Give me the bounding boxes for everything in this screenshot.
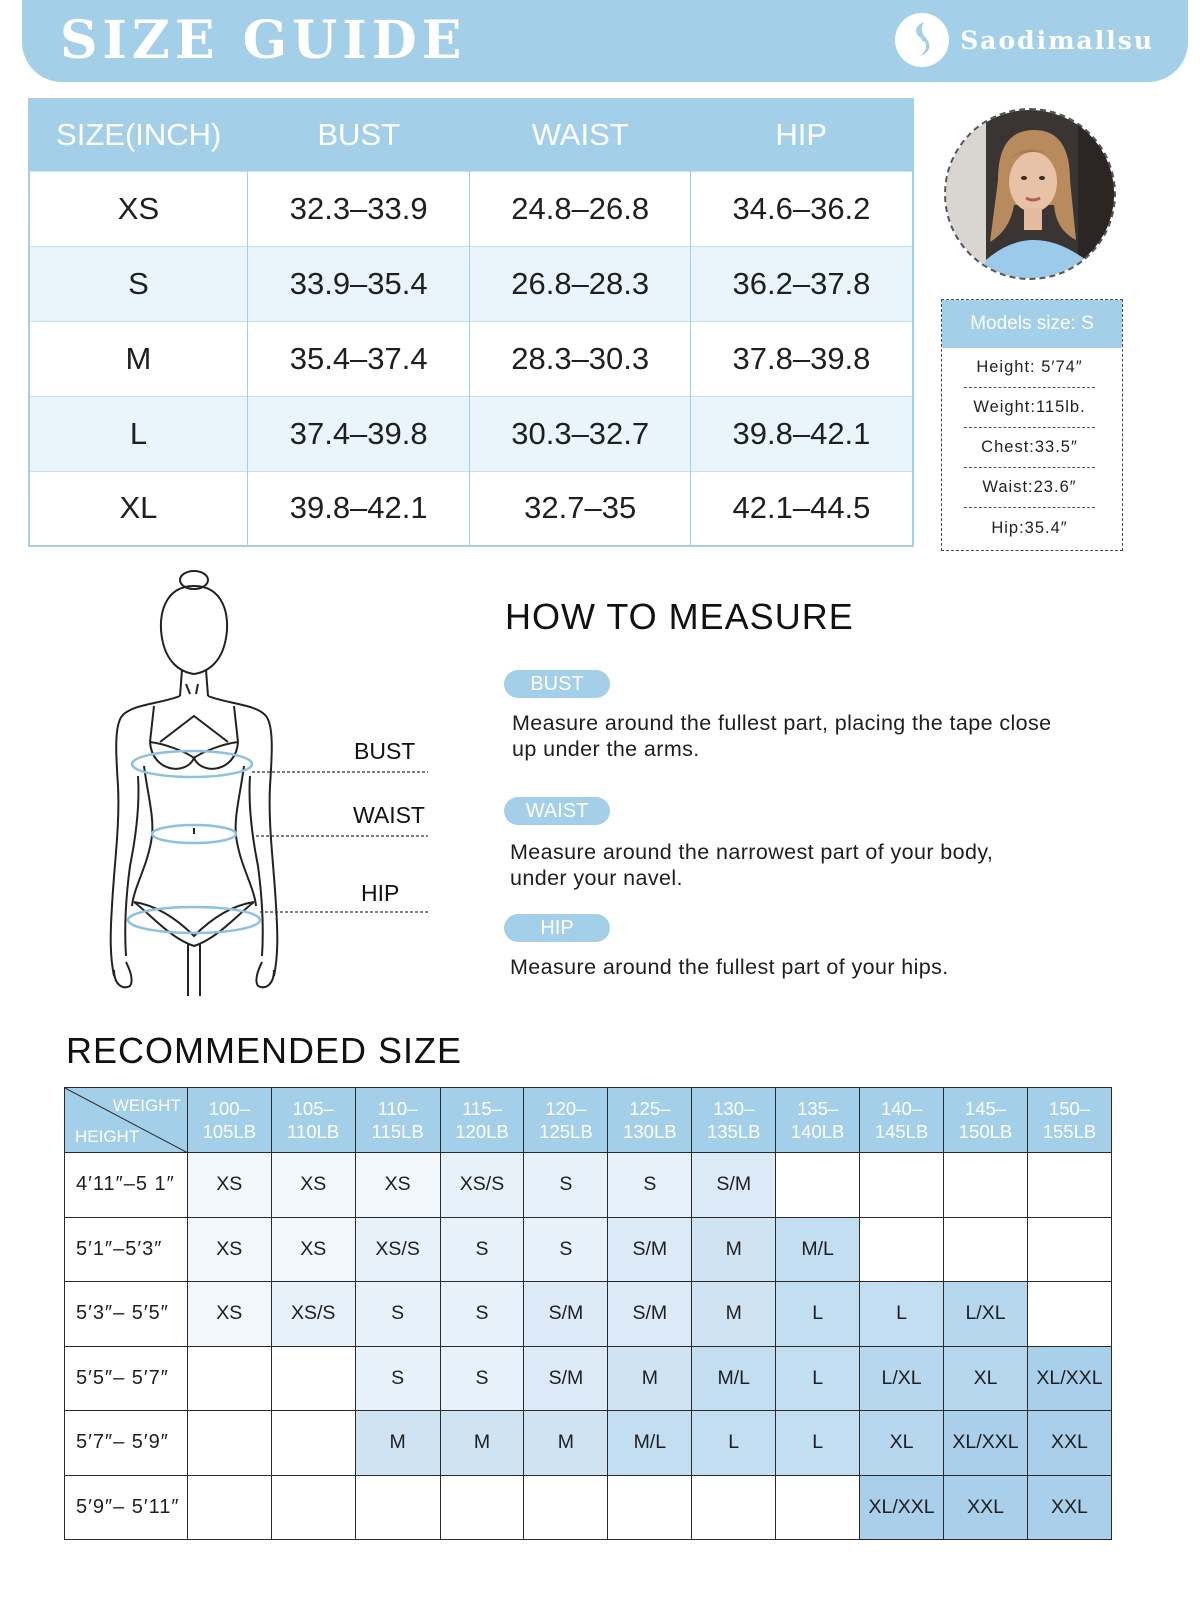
recommended-size-cell [271,1475,355,1540]
recommended-size-cell: XL/XXL [860,1475,944,1540]
waist-cell: 24.8–26.8 [470,171,690,246]
recommended-size-cell [271,1346,355,1411]
recommended-size-cell: S [440,1282,524,1347]
weight-range-start: 120– [545,1098,587,1119]
recommended-size-cell: L/XL [860,1346,944,1411]
weight-column-header [355,1088,440,1153]
table-row [29,171,913,246]
weight-range-start: 130– [713,1098,755,1119]
figure-label-waist: WAIST [353,802,425,828]
height-range-cell: 5′5″– 5′7″ [65,1346,188,1411]
recommended-size-cell: S [440,1217,524,1282]
recommended-size-cell: XXL [1027,1475,1111,1540]
bust-description-line: up under the arms. [512,737,700,761]
column-header-waist: WAIST [470,99,690,171]
weight-range-start: 115– [462,1098,502,1119]
recommended-size-cell: S [355,1282,440,1347]
recommended-size-cell: M [692,1282,776,1347]
recommended-size-cell: XL/XXL [1027,1346,1111,1411]
weight-range-end: 150LB [958,1121,1013,1142]
recommended-size-cell: S [524,1153,608,1218]
recommended-size-cell: XS [187,1217,271,1282]
recommended-size-cell [1027,1282,1111,1347]
weight-column-header [776,1088,860,1153]
size-cell: XL [29,471,247,546]
weight-range-start: 100– [208,1098,250,1119]
size-table-header-row [29,99,913,171]
model-height: Height: 5′74″ [964,348,1095,388]
bust-cell: 35.4–37.4 [247,321,470,396]
recommended-size-cell [355,1475,440,1540]
recommended-size-cell: S [608,1153,692,1218]
recommended-size-cell: L [776,1282,860,1347]
recommended-size-cell: M/L [692,1346,776,1411]
weight-range-end: 130LB [623,1121,677,1142]
recommended-size-cell: XS [355,1153,440,1218]
corner-height-label: HEIGHT [75,1127,140,1146]
model-chest: Chest:33.5″ [964,428,1095,468]
table-row [65,1282,1112,1347]
recommended-size-cell: XS/S [355,1217,440,1282]
recommended-size-cell [440,1475,524,1540]
weight-range-end: 155LB [1042,1121,1097,1142]
corner-weight-label: WEIGHT [112,1096,181,1115]
hip-description [510,954,949,980]
model-size-title: Models size: S [942,300,1122,348]
table-row [29,246,913,321]
recommended-size-cell: XL [944,1346,1028,1411]
height-range-cell: 5′7″– 5′9″ [65,1411,188,1476]
table-row [29,321,913,396]
brand-name: Saodimallsu [960,25,1154,55]
recommended-size-cell: XS [187,1282,271,1347]
recommended-size-cell [944,1217,1028,1282]
recommended-size-cell [187,1475,271,1540]
weight-range-start: 105– [292,1098,334,1119]
hip-description-line: Measure around the fullest part of your hips. [510,955,949,979]
recommended-size-cell [524,1475,608,1540]
table-row [65,1411,1112,1476]
weight-column-header [944,1088,1028,1153]
waist-description [510,839,993,891]
header-banner [22,0,1188,82]
recommended-size-cell: XXL [1027,1411,1111,1476]
recommended-size-cell: S [440,1346,524,1411]
size-chart-table [28,98,914,547]
bust-cell: 33.9–35.4 [247,246,470,321]
recommended-size-cell [187,1411,271,1476]
recommended-size-cell [187,1346,271,1411]
size-cell: L [29,396,247,471]
recommended-size-cell [944,1153,1028,1218]
model-size-card [941,299,1123,551]
size-cell: S [29,246,247,321]
height-range-cell: 4′11″–5 1″ [65,1153,188,1218]
weight-column-header [271,1088,355,1153]
recommended-size-cell: L [860,1282,944,1347]
model-waist: Waist:23.6″ [964,468,1095,508]
table-row [65,1475,1112,1540]
bust-description [512,710,1052,762]
recommended-size-cell: XS/S [440,1153,524,1218]
weight-column-header [440,1088,524,1153]
recommended-size-cell: XL/XXL [944,1411,1028,1476]
weight-range-start: 110– [377,1098,418,1119]
weight-range-end: 120LB [455,1121,509,1142]
waist-cell: 26.8–28.3 [470,246,690,321]
waist-cell: 30.3–32.7 [470,396,690,471]
model-weight: Weight:115lb. [964,388,1095,428]
weight-column-header [860,1088,944,1153]
table-row [65,1346,1112,1411]
how-to-measure-title: HOW TO MEASURE [505,596,854,637]
recommended-size-cell [608,1475,692,1540]
recommended-size-cell: XS/S [271,1282,355,1347]
recommended-header-row [65,1088,1112,1153]
height-range-cell: 5′1″–5′3″ [65,1217,188,1282]
brand-logo-icon [894,12,950,68]
brand [894,12,1154,68]
weight-range-end: 115LB [371,1121,424,1142]
weight-range-start: 150– [1048,1098,1091,1119]
waist-cell: 28.3–30.3 [470,321,690,396]
recommended-size-cell [776,1475,860,1540]
recommended-size-cell: S [355,1346,440,1411]
recommended-size-cell: XS [271,1153,355,1218]
recommended-size-cell [860,1153,944,1218]
recommended-size-cell: M [692,1217,776,1282]
hip-cell: 34.6–36.2 [690,171,913,246]
column-header-bust: BUST [247,99,470,171]
waist-description-line: under your navel. [510,866,683,890]
recommended-size-cell [860,1217,944,1282]
weight-range-end: 105LB [202,1121,257,1142]
recommended-size-title: RECOMMENDED SIZE [66,1030,463,1071]
height-range-cell: 5′9″– 5′11″ [65,1475,188,1540]
recommended-size-cell: L [692,1411,776,1476]
recommended-size-cell: L/XL [944,1282,1028,1347]
hip-cell: 42.1–44.5 [690,471,913,546]
weight-range-end: 140LB [790,1121,845,1142]
weight-column-header [608,1088,692,1153]
weight-column-header [524,1088,608,1153]
waist-pill-label: WAIST [504,797,610,825]
recommended-size-cell: XS [187,1153,271,1218]
recommended-size-cell: S/M [692,1153,776,1218]
recommended-size-cell [1027,1217,1111,1282]
waist-cell: 32.7–35 [470,471,690,546]
hip-pill-label: HIP [504,914,610,942]
model-hip: Hip:35.4″ [991,518,1068,537]
recommended-size-cell: M [524,1411,608,1476]
recommended-size-cell: S/M [608,1217,692,1282]
table-row [29,396,913,471]
weight-range-end: 135LB [706,1121,761,1142]
body-outline-illustration [100,566,440,998]
size-cell: XS [29,171,247,246]
hip-cell: 36.2–37.8 [690,246,913,321]
weight-column-header [692,1088,776,1153]
weight-range-start: 145– [964,1098,1007,1119]
weight-range-start: 125– [629,1098,671,1119]
recommended-size-cell: S/M [608,1282,692,1347]
figure-label-bust: BUST [354,738,416,764]
weight-range-start: 135– [797,1098,839,1119]
recommended-size-cell: L [776,1411,860,1476]
bust-cell: 32.3–33.9 [247,171,470,246]
recommended-size-cell: M/L [776,1217,860,1282]
table-row [29,471,913,546]
recommended-size-cell: S/M [524,1346,608,1411]
weight-column-header [1027,1088,1111,1153]
recommended-size-cell: M [608,1346,692,1411]
recommended-size-cell: S/M [524,1282,608,1347]
recommended-size-cell [271,1411,355,1476]
recommended-size-cell: XS [271,1217,355,1282]
waist-description-line: Measure around the narrowest part of your body, [510,840,994,864]
bust-cell: 37.4–39.8 [247,396,470,471]
recommended-size-table [64,1087,1112,1540]
size-cell: M [29,321,247,396]
recommended-size-cell: XL [860,1411,944,1476]
hip-cell: 37.8–39.8 [690,321,913,396]
model-portrait-image [946,110,1116,280]
recommended-size-cell: S [524,1217,608,1282]
column-header-hip: HIP [690,99,913,171]
page-title: SIZE GUIDE [60,10,467,71]
recommended-size-cell [692,1475,776,1540]
weight-range-end: 145LB [874,1121,929,1142]
table-row [65,1153,1112,1218]
weight-column-header [187,1088,271,1153]
bust-pill-label: BUST [504,670,610,698]
recommended-size-cell [1027,1153,1111,1218]
hip-cell: 39.8–42.1 [690,396,913,471]
weight-height-corner [65,1088,188,1153]
bust-description-line: Measure around the fullest part, placing the tape close [512,711,1052,735]
weight-range-end: 125LB [539,1121,593,1142]
recommended-size-cell: M [440,1411,524,1476]
recommended-size-cell: M/L [608,1411,692,1476]
model-photo [944,108,1116,280]
weight-range-start: 140– [880,1098,923,1119]
body-measurement-figure [100,566,440,998]
recommended-size-cell: L [776,1346,860,1411]
column-header-size: SIZE(INCH) [29,99,247,171]
figure-label-hip: HIP [361,880,400,906]
recommended-size-cell: M [355,1411,440,1476]
table-row [65,1217,1112,1282]
bust-cell: 39.8–42.1 [247,471,470,546]
recommended-size-cell [776,1153,860,1218]
weight-range-end: 110LB [287,1121,340,1142]
height-range-cell: 5′3″– 5′5″ [65,1282,188,1347]
recommended-size-cell: XXL [944,1475,1028,1540]
